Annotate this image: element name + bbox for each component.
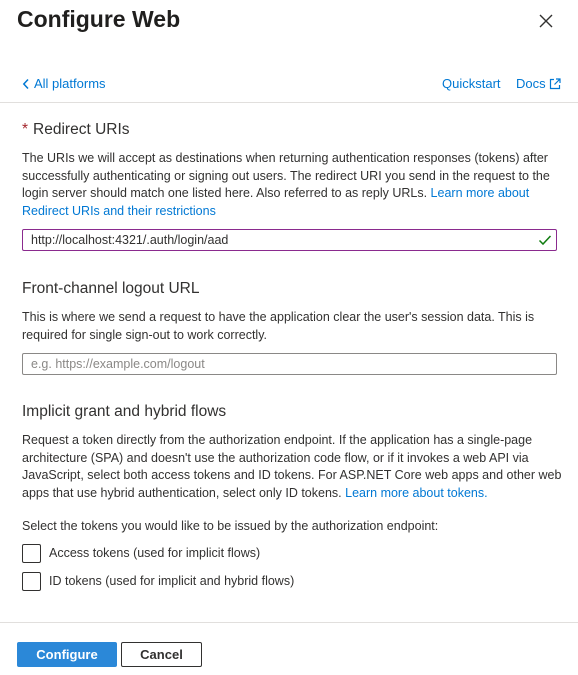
panel-title: Configure Web (17, 6, 181, 32)
implicit-grant-description (22, 432, 562, 502)
learn-more-tokens-link[interactable]: Learn more about tokens. (345, 485, 488, 500)
id-tokens-label: ID tokens (used for implicit and hybrid flows) (49, 574, 295, 588)
access-tokens-option[interactable] (22, 543, 260, 563)
id-tokens-checkbox[interactable] (22, 572, 41, 591)
select-tokens-prompt: Select the tokens you would like to be issued by the authorization endpoint: (22, 519, 439, 533)
valid-check-icon (538, 233, 552, 247)
access-tokens-label: Access tokens (used for implicit flows) (49, 546, 261, 560)
redirect-description-text: The URIs we will accept as destinations when returning authentication responses (tokens) after successfully authenticating or signing out users. The redirect URI you send in the request to the login server should match one listed here. Also referred to as reply URLs. (22, 151, 550, 200)
quickstart-link[interactable]: Quickstart (442, 76, 501, 91)
implicit-description-text: Request a token directly from the authorization endpoint. If the application has a single-page architecture (SPA) and doesn't use the authorization code flow, or if it invokes a web API via JavaScript, select both access tokens and ID tokens. For ASP.NET Core web apps and other web apps that use hybrid authentication, select only ID tokens. (22, 433, 562, 500)
docs-label: Docs (516, 76, 546, 91)
external-link-icon (548, 77, 562, 91)
cancel-button[interactable]: Cancel (121, 642, 202, 667)
redirect-uris-heading (22, 121, 130, 139)
redirect-uri-input[interactable] (22, 229, 557, 251)
nav-bar (22, 76, 557, 94)
redirect-uris-title: Redirect URIs (33, 121, 130, 138)
redirect-uris-description (22, 150, 562, 220)
header-divider (0, 102, 578, 103)
logout-url-input[interactable] (22, 353, 557, 375)
logout-url-description: This is where we send a request to have the application clear the user's session data. This is required for single sign-out to work correctly. (22, 310, 535, 342)
access-tokens-checkbox[interactable] (22, 544, 41, 563)
close-icon[interactable] (536, 11, 556, 31)
all-platforms-label: All platforms (34, 76, 106, 91)
id-tokens-option[interactable] (22, 571, 294, 591)
all-platforms-link[interactable] (22, 76, 106, 91)
learn-more-redirect-link[interactable]: Learn more about Redirect URIs and their restrictions (22, 186, 530, 218)
logout-url-title: Front-channel logout URL (22, 280, 200, 297)
footer-divider (0, 622, 578, 623)
implicit-grant-title: Implicit grant and hybrid flows (22, 403, 227, 420)
required-marker: * (22, 121, 29, 138)
chevron-left-icon (22, 78, 30, 90)
configure-button[interactable]: Configure (17, 642, 117, 667)
docs-link[interactable] (516, 76, 562, 91)
